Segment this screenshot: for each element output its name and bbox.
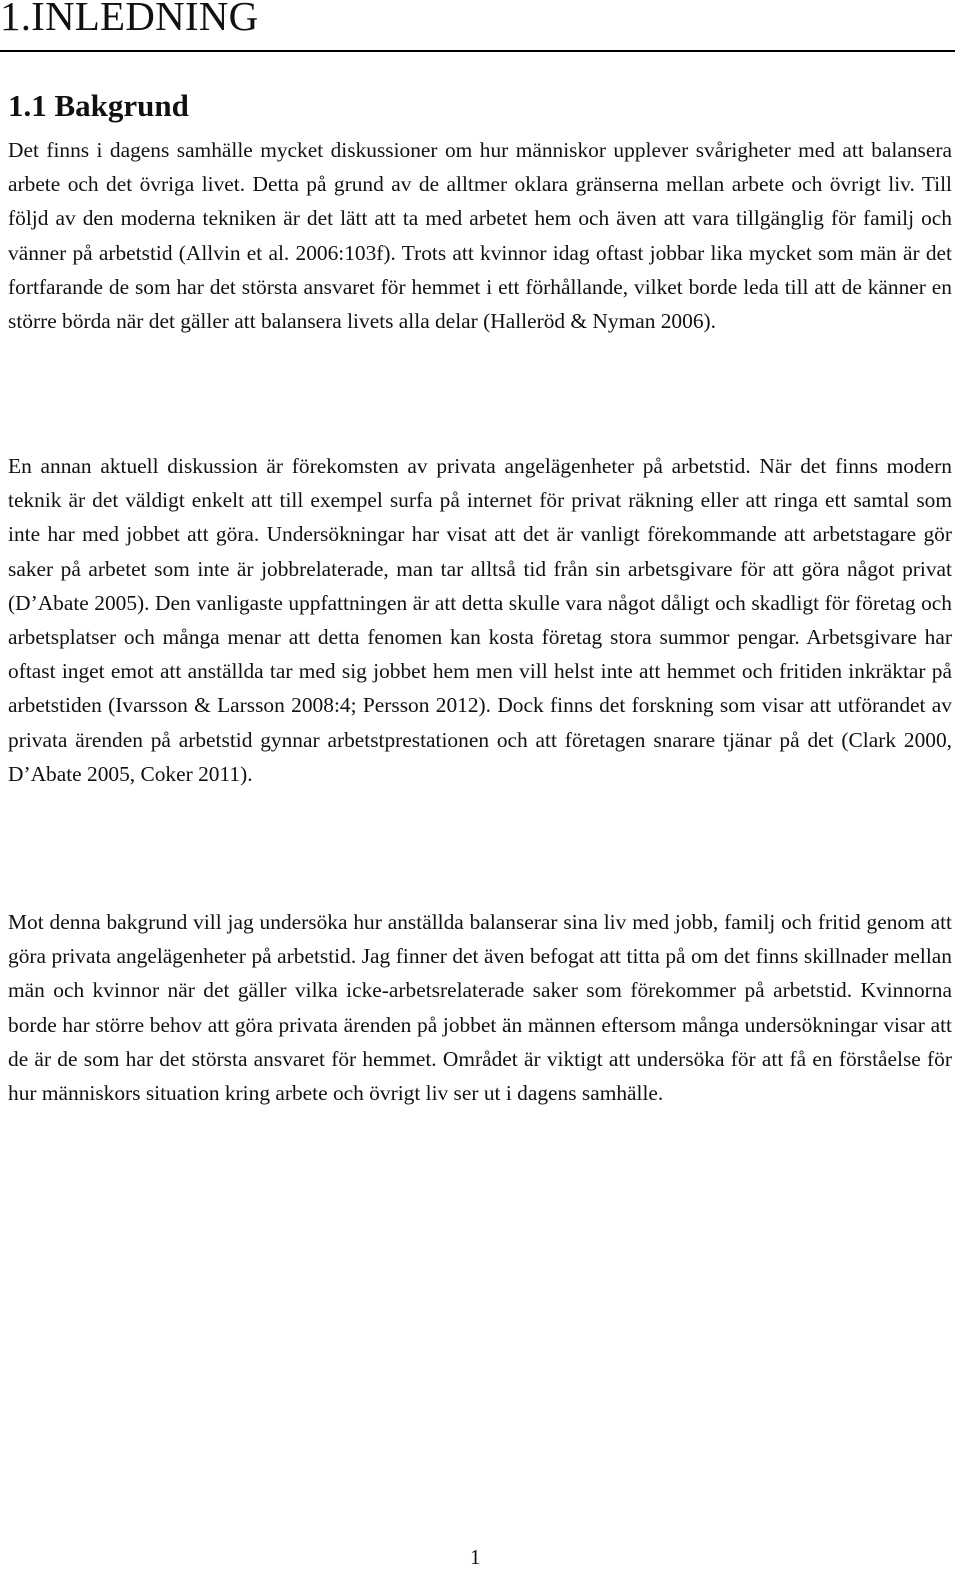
chapter-heading: 1.INLEDNING xyxy=(0,0,259,39)
body-paragraph-2: En annan aktuell diskussion är förekomsten av privata angelägenheter på arbetstid. När det finns modern teknik är det väldigt enkelt att till exempel surfa på internet för privat räkning eller att ringa ett samtal som inte har med jobbet att göra. Undersökningar har visat att det är vanligt förekommande att arbetstagare gör saker på arbetet som inte är jobbrelaterade, man tar alltså tid från sin arbetsgivare för att göra något privat (D’Abate 2005). Den vanligaste uppfattningen är att detta skulle vara något dåligt och skadligt för företag och arbetsplatser och många menar att detta fenomen kan kosta företag stora summor pengar. Arbetsgivare har oftast inget emot att anställda tar med sig jobbet hem men vill helst inte att hemmet och fritiden inkräktar på arbetstiden (Ivarsson & Larsson 2008:4; Persson 2012). Dock finns det forskning som visar att utförandet av privata ärenden på arbetstid gynnar arbetstprestationen och att företagen snarare tjänar på det (Clark 2000, D’Abate 2005, Coker 2011). xyxy=(8,454,952,786)
body-paragraph-3: Mot denna bakgrund vill jag undersöka hur anställda balanserar sina liv med jobb, familj och fritid genom att göra privata angelägenheter på arbetstid. Jag finner det även befogat att titta på om det finns skillnader mellan män och kvinnor när det gäller vilka icke-arbetsrelaterade saker som förekommer på arbetstid. Kvinnorna borde har större behov att göra privata ärenden på jobbet än männen eftersom många undersökningar visar att de är de som har det största ansvaret för hemmet. Området är viktigt att undersöka för att få en förståelse för hur människors situation kring arbete och övrigt liv ser ut i dagens samhälle. xyxy=(8,910,952,1106)
page-number: 1 xyxy=(470,1545,481,1569)
heading-rule xyxy=(0,50,955,52)
body-paragraph-1: Det finns i dagens samhälle mycket diskussioner om hur människor upplever svårigheter med att balansera arbete och det övriga livet. Detta på grund av de alltmer oklara gränserna mellan arbete och övrigt liv. Till följd av den moderna tekniken är det lätt att ta med arbetet hem och även att vara tillgänglig för familj och vänner på arbetstid (Allvin et al. 2006:103f). Trots att kvinnor idag oftast jobbar lika mycket som män är det fortfarande de som har det största ansvaret för hemmet i ett förhållande, vilket borde leda till att de känner en större börda när det gäller att balansera livets alla delar (Halleröd & Nyman 2006). xyxy=(8,138,952,334)
section-heading: 1.1 Bakgrund xyxy=(8,88,189,123)
